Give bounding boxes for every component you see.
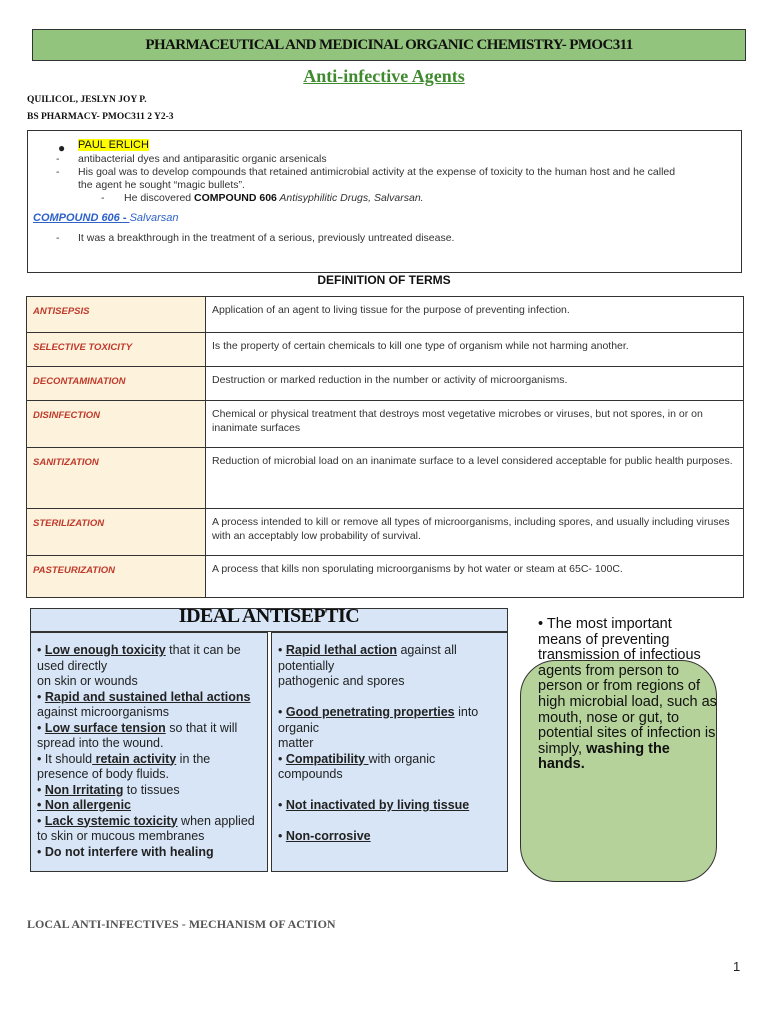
compound-606-link[interactable]: COMPOUND 606 - Salvarsan [33,212,179,224]
hand-washing-note: • The most important means of preventing transmission of infectious agents from person to person or from regions of high microbial load, such as mouth, nose or gut, to potential sites of infection is simply, washing the hands. [538,616,717,773]
ideal-antiseptic-header [30,605,508,632]
erlich-name: PAUL ERLICH [78,139,149,151]
ideal-right-column: • Rapid lethal action against all potentially pathogenic and spores • Good penetrating properties into organic matter • Compatibility with organic compounds • Not inactivated by living tissue • Non-corrosive [271,632,508,872]
term-cell: PASTEURIZATION [27,556,206,598]
term-cell: STERILIZATION [27,509,206,556]
definition-cell: Application of an agent to living tissue for the purpose of preventing infection. [206,297,744,333]
definition-cell: Reduction of microbial load on an inanimate surface to a level considered acceptable for public health purposes. [206,448,744,509]
table-row [27,556,744,598]
erlich-line-2b: the agent he sought “magic bullets”. [78,179,245,191]
definition-cell: A process intended to kill or remove all types of microorganisms, including spores, and usually including viruses with an acceptably low probability of survival. [206,509,744,556]
erlich-line-1: antibacterial dyes and antiparasitic organic arsenicals [78,153,327,165]
erlich-discovered: He discovered COMPOUND 606 Antisyphilitic Drugs, Salvarsan. [124,192,424,204]
erlich-section [27,130,742,273]
student-name: QUILICOL, JESLYN JOY P. [27,95,147,105]
course-title-banner [32,29,746,61]
page-subtitle: Anti-infective Agents [303,66,465,86]
table-row [27,367,744,401]
term-cell: DISINFECTION [27,401,206,448]
student-program: BS PHARMACY- PMOC311 2 Y2-3 [27,112,174,122]
definition-cell: Destruction or marked reduction in the number or activity of microorganisms. [206,367,744,401]
erlich-breakthrough: It was a breakthrough in the treatment of a serious, previously untreated disease. [78,232,455,244]
table-row [27,448,744,509]
term-cell: SELECTIVE TOXICITY [27,333,206,367]
definition-cell: Chemical or physical treatment that destroys most vegetative microbes or viruses, but not spores, in or on inanimate surfaces [206,401,744,448]
dash-icon: - [56,166,60,178]
erlich-line-2a: His goal was to develop compounds that retained antimicrobial activity at the expense of toxicity to the human host and he called [78,166,676,178]
section-heading: LOCAL ANTI-INFECTIVES - MECHANISM OF ACTION [27,917,336,931]
ideal-left-column: • Low enough toxicity that it can be used directly on skin or wounds • Rapid and sustained lethal actions against microorganisms • Low surface tension so that it will spread into the wound. • It should retain activity in the presence of body fluids. • Non Irritating to tissues • Non allergenic • Lack systemic toxicity when applied to skin or mucous membranes • Do not interfere with healing [30,632,268,872]
definitions-title: DEFINITION OF TERMS [317,273,451,287]
definition-cell: A process that kills non sporulating microorganisms by hot water or steam at 65C- 100C. [206,556,744,598]
dash-icon: - [56,153,60,165]
term-cell: SANITIZATION [27,448,206,509]
definitions-table [26,296,744,598]
table-row [27,509,744,556]
definition-cell: Is the property of certain chemicals to kill one type of organism while not harming another. [206,333,744,367]
bullet-icon: ● [58,141,66,155]
table-row [27,401,744,448]
ideal-antiseptic-title: IDEAL ANTISEPTIC [178,605,360,627]
term-cell: ANTISEPSIS [27,297,206,333]
dash-icon: - [56,232,60,244]
page-number: 1 [733,959,741,974]
table-row [27,333,744,367]
term-cell: DECONTAMINATION [27,367,206,401]
dash-icon: - [101,192,105,204]
table-row [27,297,744,333]
course-title: PHARMACEUTICAL AND MEDICINAL ORGANIC CHEMISTRY- PMOC311 [145,36,633,53]
